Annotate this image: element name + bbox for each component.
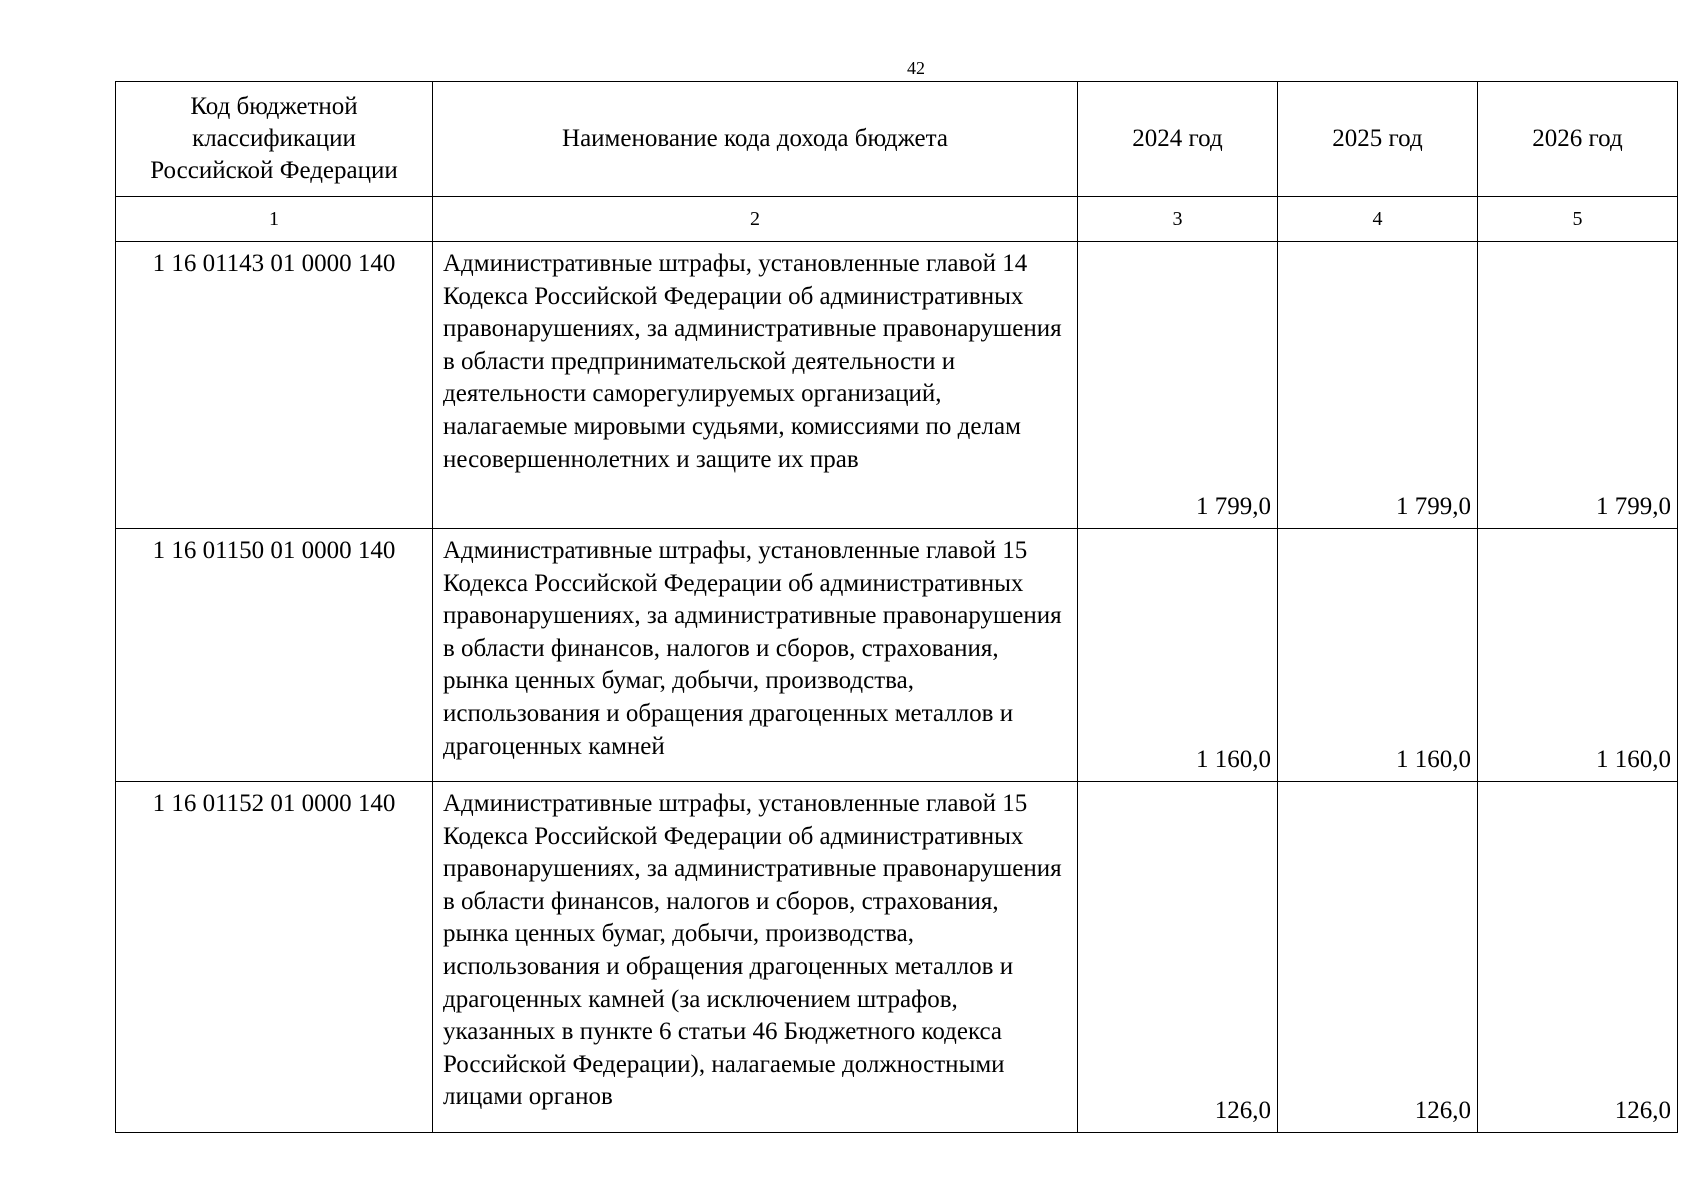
amount-2026-cell: 1 799,0 <box>1478 242 1678 529</box>
column-number: 2 <box>433 197 1078 242</box>
amount-2026-cell: 126,0 <box>1478 782 1678 1133</box>
code-cell: 1 16 01152 01 0000 140 <box>116 782 433 1133</box>
table-row <box>116 529 1678 782</box>
code-cell: 1 16 01143 01 0000 140 <box>116 242 433 529</box>
revenue-table <box>115 81 1678 1133</box>
table-row <box>116 242 1678 529</box>
amount-2024-cell: 1 799,0 <box>1078 242 1278 529</box>
column-number: 4 <box>1278 197 1478 242</box>
page-number: 42 <box>907 58 925 78</box>
column-number: 3 <box>1078 197 1278 242</box>
amount-2024-cell: 126,0 <box>1078 782 1278 1133</box>
amount-2025-cell: 126,0 <box>1278 782 1478 1133</box>
header-code: Код бюджетной классификации Российской Федерации <box>116 82 433 197</box>
header-row <box>116 82 1678 197</box>
header-name: Наименование кода дохода бюджета <box>433 82 1078 197</box>
amount-2025-cell: 1 799,0 <box>1278 242 1478 529</box>
header-year-2025: 2025 год <box>1278 82 1478 197</box>
amount-2025-cell: 1 160,0 <box>1278 529 1478 782</box>
table-row <box>116 782 1678 1133</box>
name-cell: Административные штрафы, установленные главой 14 Кодекса Российской Федерации об административных правонарушениях, за административные правонарушения в области предпринимательской деятельности и деятельности саморегулируемых организаций, налагаемые мировыми судьями, комиссиями по делам несовершеннолетних и защите их прав <box>433 242 1078 529</box>
column-number-row <box>116 197 1678 242</box>
column-number: 1 <box>116 197 433 242</box>
code-cell: 1 16 01150 01 0000 140 <box>116 529 433 782</box>
name-cell: Административные штрафы, установленные главой 15 Кодекса Российской Федерации об административных правонарушениях, за административные правонарушения в области финансов, налогов и сборов, страхования, рынка ценных бумаг, добычи, производства, использования и обращения драгоценных металлов и драгоценных камней <box>433 529 1078 782</box>
header-year-2024: 2024 год <box>1078 82 1278 197</box>
name-cell: Административные штрафы, установленные главой 15 Кодекса Российской Федерации об административных правонарушениях, за административные правонарушения в области финансов, налогов и сборов, страхования, рынка ценных бумаг, добычи, производства, использования и обращения драгоценных металлов и драгоценных камней (за исключением штрафов, указанных в пункте 6 статьи 46 Бюджетного кодекса Российской Федерации), налагаемые должностными лицами органов <box>433 782 1078 1133</box>
header-year-2026: 2026 год <box>1478 82 1678 197</box>
amount-2026-cell: 1 160,0 <box>1478 529 1678 782</box>
column-number: 5 <box>1478 197 1678 242</box>
amount-2024-cell: 1 160,0 <box>1078 529 1278 782</box>
